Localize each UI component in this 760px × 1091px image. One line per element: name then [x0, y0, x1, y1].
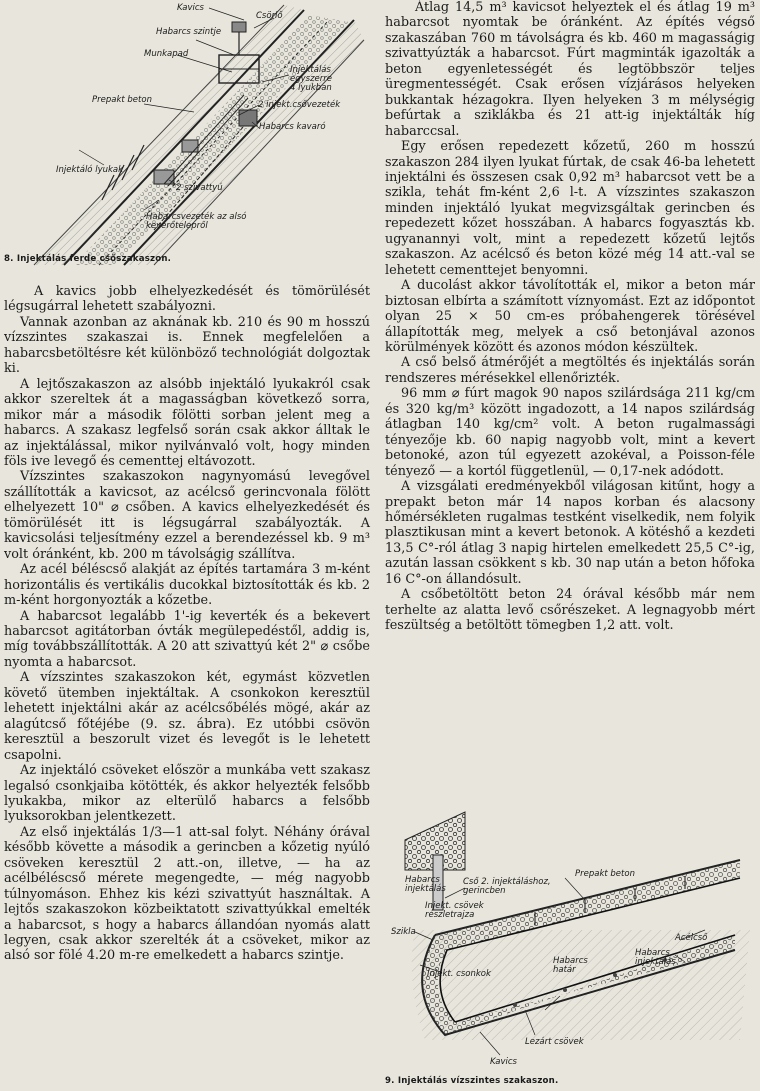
left-paragraph-5: Az acél béléscső alakját az építés tartamára 3 m-ként horizontális és vertikális ducokkal biztosították és kb. 2 m-ként horgonyozták a kőzetbe. — [4, 562, 370, 609]
figure-9-caption: 9. Injektálás vízszintes szakaszon. — [385, 1076, 559, 1086]
fig9-label-szikla: Szikla — [391, 927, 416, 937]
left-paragraph-6: A habarcsot legalább 1'-ig keverték és a bekevert habarcsot agitátorban óvták megülepedéstől, addig is, míg továbbszállították. A 20 att szivattyú két 2" ⌀ csőbe nyomta a habarcsot. — [4, 608, 370, 670]
right-paragraph-6: A vizsgálati eredményekből világosan kitűnt, hogy a prepakt beton már 14 napos korban és alacsony hőmérsékleten rugalmas testként viselkedik, nem folyik plasztikusan mint a kevert betonok. A kötéshő a kezdeti 13,5 C°-ról átlag 3 napig hirtelen emelkedett 25,5 C°-ig, azután lassan csökkent s kb. 30 nap után a beton hőfoka 16 C°-on állandósult. — [385, 479, 755, 587]
fig9-label-habarcs-injektalas: Habarcs injektálás — [405, 875, 446, 894]
fig8-label-injektalas-egyszerre: Injektálás egyszerre 4 lyukban — [290, 65, 332, 93]
right-paragraph-3: A ducolást akkor távolították el, mikor a beton már biztosan elbírta a számított víznyomást. Ezt az időpontot olyan 25 × 50 cm-es próbahengerek törésével állapították meg, melyek a cső betonjával azonos körülmények között és azonos módon készültek. — [385, 278, 755, 355]
fig8-label-habarcs-szintje: Habarcs szintje — [156, 27, 222, 37]
left-text — [4, 284, 370, 964]
fig8-label-csorlo: Csörlő — [256, 11, 283, 21]
figure-9 — [385, 800, 755, 1091]
left-paragraph-8: Az injektáló csöveket először a munkába vett szakasz legalsó csonkjaiba kötötték, és akkor helyezték felsőbb lyukakba, mikor az elterülő habarcs a felsőbb lyuksorokban jelentkezett. — [4, 763, 370, 825]
fig9-label-habarcs-injektalas-2: Habarcs injektálás — [635, 948, 676, 967]
fig8-label-injektalo-lyukak: Injektáló lyukak — [56, 165, 124, 175]
fig9-label-acelcso: Acélcső — [675, 933, 708, 943]
fig8-label-habarcs-kavaro: Habarcs kavaró — [259, 122, 326, 132]
left-paragraph-7: A vízszintes szakaszokon két, egymást közvetlen követő ütemben injektáltak. A csonkokon keresztül lehetett injektálni akár az acélcsőbélés mögé, akár az alagútcső főtéjébe (9. sz. ábra). Ez utóbbi csövön keresztül a beszorult vizet és levegőt is le lehetett csapolni. — [4, 670, 370, 763]
right-paragraph-4: A cső belső átmérőjét a megtöltés és injektálás során rendszeres mérésekkel ellenőrizték. — [385, 355, 755, 386]
fig8-label-szivattyu: 2 szivattyú — [176, 183, 223, 193]
right-text — [385, 0, 755, 634]
fig9-label-prepakt-beton: Prepakt beton — [575, 869, 635, 879]
fig9-label-cso-2-injektalashoz: Cső 2. injektáláshoz, gerincben — [463, 877, 551, 896]
fig8-label-munkapad: Munkapad — [144, 49, 189, 59]
fig8-label-prepakt-beton: Prepakt beton — [92, 95, 152, 105]
left-paragraph-2: Vannak azonban az aknának kb. 210 és 90 m hosszú vízszintes szakaszai is. Ennek megfelelően a habarcsbetöltésre két különböző technológiát dolgoztak ki. — [4, 314, 370, 377]
fig9-label-habarcs-hatar: Habarcs határ — [553, 956, 588, 975]
left-paragraph-3: A lejtőszakaszon az alsóbb injektáló lyukakról csak akkor szereltek át a magasságban következő sorra, mikor már a második fölötti sorban jelent meg a habarcs. A szakasz legfelső során csak akkor álltak le az injektálással, mikor nyilvánvaló volt, hogy minden föls ive levegő és cementtej eltávozott. — [4, 376, 370, 469]
right-paragraph-1: Átlag 14,5 m³ kavicsot helyeztek el és átlag 19 m³ habarcsot nyomtak be óránként. Az építés végső szakaszában 760 m távolságra és kb. 460 m magasságig szivattyúzták a habarcsot. Fúrt magminták igazolták a beton egyenletességét és legtöbbször teljes üregmentességét. Csak erősen vízjárásos helyeken bukkantak hézagokra. Ilyen helyeken 3 m mélységig befúrtak a sziklákba és 21 att-ig injektálták híg habarccsal. — [385, 0, 755, 139]
fig9-label-injekt-csovek: Injekt. csövek részletrajza — [425, 901, 484, 920]
figure-8 — [4, 0, 370, 278]
right-paragraph-7: A csőbetöltött beton 24 órával később már nem terhelte az alatta levő csőrészeket. A legnagyobb mért feszültség a betöltött tömegben 1,2 att. volt. — [385, 587, 755, 634]
right-paragraph-5: 96 mm ⌀ fúrt magok 90 napos szilárdsága 211 kg/cm és 320 kg/m³ között ingadozott, a 14 napos szilárdság átlagban 140 kg/cm² volt. A beton rugalmassági tényezője kb. 60 napig nagyobb volt, mint a kevert betonoké, azon túl egyezett azokéval, a Poisson-féle tényező — a kortól függetlenül, — 0,17-nek adódott. — [385, 386, 755, 479]
fig9-label-lezart-csovek: Lezárt csövek — [525, 1037, 584, 1047]
left-column — [4, 0, 370, 964]
left-paragraph-1: A kavics jobb elhelyezkedését és tömörülését légsugárral lehetett szabályozni. — [4, 284, 370, 315]
fig9-label-kavics: Kavics — [490, 1057, 517, 1067]
fig8-label-kavics: Kavics — [177, 3, 204, 13]
right-paragraph-2: Egy erősen repedezett kőzetű, 260 m hosszú szakaszon 284 ilyen lyukat fúrtak, de csak 46-ba lehetett injektálni és összesen csak 0,92 m³ habarcsot vett be a szikla, tehát fm-ként 2,6 l-t. A vízszintes szakaszon minden injektáló lyukat megvizsgáltak gerincben és repedezett kőzet hosszában. A habarcs fogyasztás kb. ugyanannyi volt, mint a repedezett kőzetű lejtős szakaszon. Az acélcső és beton közé még 14 att.-val se lehetett cementtejet benyomni. — [385, 139, 755, 278]
fig8-label-habarcsvezetek: Habarcsvezeték az alsó keverőtelepről — [146, 212, 247, 231]
left-paragraph-4: Vízszintes szakaszokon nagynyomású levegővel szállították a kavicsot, az acélcső gerincvonala fölött elhelyezett 10" ⌀ csőben. A kavics elhelyezkedését és tömörülését itt is légsugárral szabályozták. A kavicsolási teljesítmény ezzel a berendezéssel kb. 9 m³ volt óránként, kb. 200 m távolságig szállítva. — [4, 469, 370, 562]
figure-8-caption: 8. Injektálás ferde csőszakaszon. — [4, 254, 172, 264]
fig9-label-injekt-csonkok: Injekt. csonkok — [427, 969, 491, 979]
fig8-label-injekt-csovezetek: 2 injekt.csővezeték — [258, 100, 341, 110]
left-paragraph-9: Az első injektálás 1/3—1 att-sal folyt. Néhány órával később követte a második a gerincben a kőzetig nyúló csöveken keresztül 2 att.-on, illetve, — ha az acélbéléscső mérete megengedte, — még nagyobb túlnyomáson. Ehhez kis kézi szivattyút használtak. A lejtős szakaszokon közbeiktatott szivattyúkkal emelték a habarcsot, s hogy a habarcs állandóan nyomás alatt legyen, csak akkor szerelték át a csöveket, mikor az alsó sor fölé 4.20 m-re emelkedett a habarcs szintje. — [4, 824, 370, 964]
